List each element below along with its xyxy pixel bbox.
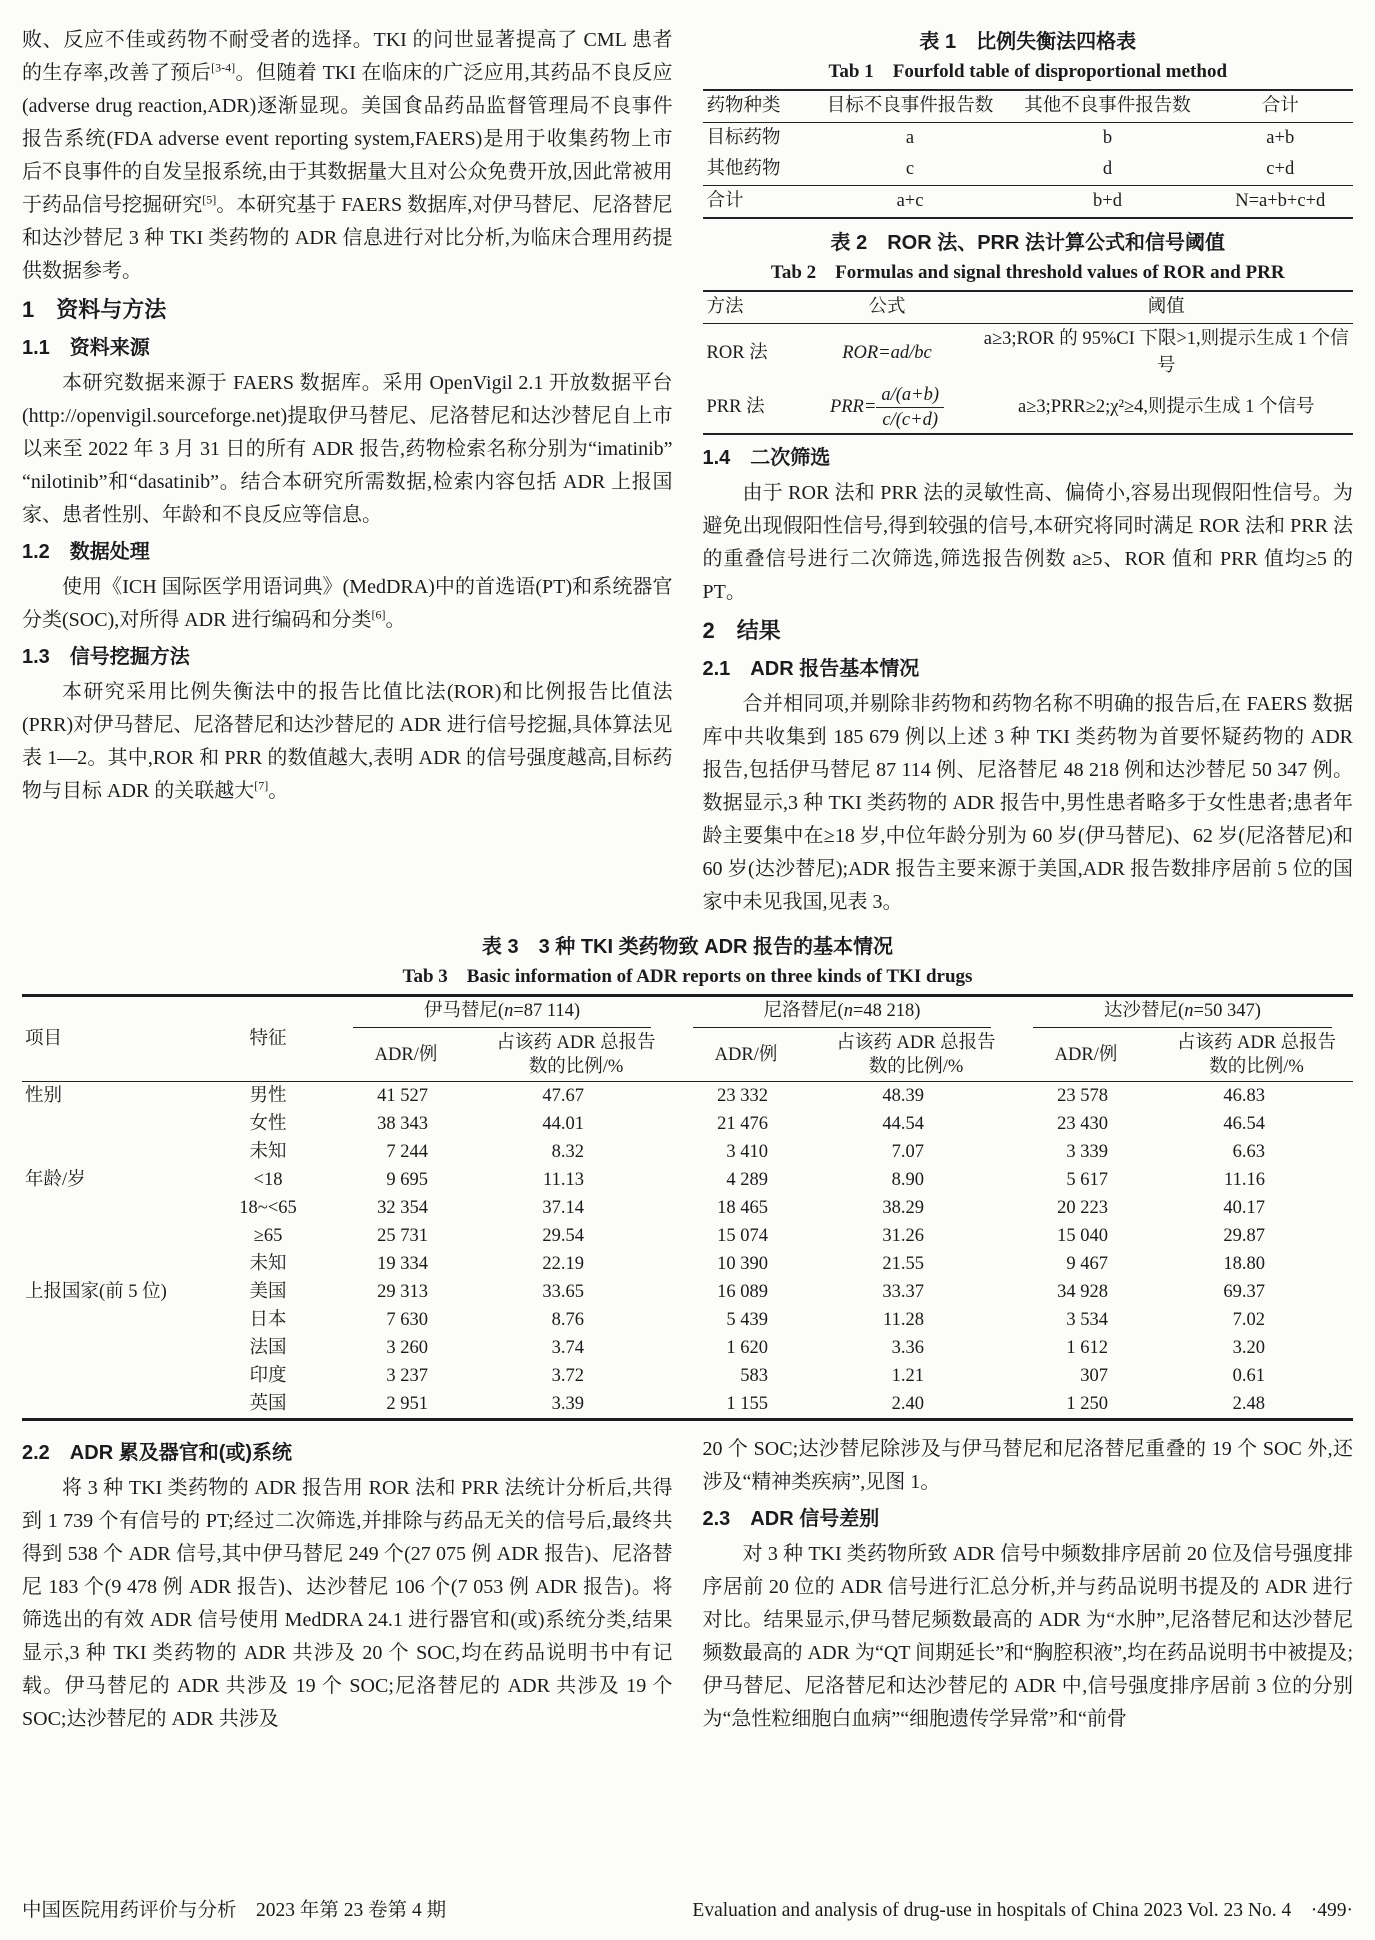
table1-header-target-ae: 目标不良事件报告数 bbox=[813, 90, 1008, 123]
prr-formula-lhs: PRR= bbox=[829, 396, 877, 417]
table-cell: 11.16 bbox=[1224, 1170, 1265, 1190]
table-cell: 33.65 bbox=[542, 1282, 584, 1302]
table-cell: 8.32 bbox=[551, 1142, 584, 1162]
footer-journal-zh: 中国医院用药评价与分析 2023 年第 23 卷第 4 期 bbox=[22, 1900, 447, 1921]
bottom-left-column bbox=[22, 1433, 673, 1736]
page-footer bbox=[22, 1888, 1353, 1926]
table-cell: 15 074 bbox=[717, 1226, 768, 1246]
table3-subheader-adr: ADR/例 bbox=[672, 1029, 820, 1082]
paragraph-1-2: 使用《ICH 国际医学用语词典》(MedDRA)中的首选语(PT)和系统器官分类(SOC),对所得 ADR 进行编码和分类[6]。 bbox=[22, 576, 673, 631]
section-heading-2-2: 2.2 ADR 累及器官和(或)系统 bbox=[22, 1442, 293, 1464]
table-cell: 4 289 bbox=[726, 1170, 768, 1190]
table-cell: 44.01 bbox=[542, 1114, 584, 1134]
prr-method: PRR 法 bbox=[706, 397, 765, 417]
table-cell: 46.54 bbox=[1223, 1114, 1265, 1134]
table2-header-formula: 公式 bbox=[795, 291, 980, 324]
table-row bbox=[22, 1334, 1353, 1362]
table-row bbox=[22, 1362, 1353, 1390]
table-cell: d bbox=[1102, 159, 1113, 179]
table-cell: <18 bbox=[253, 1170, 283, 1190]
bottom-columns bbox=[22, 1433, 1353, 1736]
table-cell: 1 612 bbox=[1066, 1338, 1108, 1358]
table-cell bbox=[22, 1390, 204, 1420]
table-cell bbox=[22, 1194, 204, 1222]
table-cell: 1 250 bbox=[1066, 1394, 1108, 1414]
table1-caption-zh: 表 1 比例失衡法四格表 bbox=[919, 31, 1137, 53]
table2-header-method: 方法 bbox=[703, 291, 795, 324]
table-cell: 1 155 bbox=[726, 1394, 768, 1414]
table-cell: 日本 bbox=[249, 1310, 287, 1330]
table-cell: 3 410 bbox=[726, 1142, 768, 1162]
table-cell: 2.48 bbox=[1232, 1394, 1265, 1414]
prr-fraction bbox=[876, 384, 944, 431]
table-cell: 3.39 bbox=[551, 1394, 584, 1414]
table-header-row bbox=[703, 90, 1354, 123]
table-cell: 32 354 bbox=[377, 1198, 428, 1218]
table-cell: 1 620 bbox=[726, 1338, 768, 1358]
table-cell bbox=[22, 1362, 204, 1390]
paragraph-2-1: 合并相同项,并剔除非药物和药物名称不明确的报告后,在 FAERS 数据库中共收集到 185 679 例以上述 3 种 TKI 类药物为首要怀疑药物的 ADR 报告,包括伊马替尼 87 114 例、尼洛替尼 48 218 例和达沙替尼 50 347 例。数据显示,3 种 TKI 类药物的 ADR 报告中,男性患者略多于女性患者;患者年龄主要集中在≥18 岁,中位年龄分别为 60 岁(伊马替尼)、62 岁(尼洛替尼)和 60 岁(达沙替尼);ADR 报告主要来源于美国,ADR 报告数排序居前 5 位的国家中未见我国,见表 3。 bbox=[702, 693, 1353, 913]
table-cell: 5 439 bbox=[726, 1310, 768, 1330]
table3-subheader-pct: 占该药 ADR 总报告数的比例/% bbox=[820, 1029, 1012, 1082]
table-cell: 年龄/岁 bbox=[25, 1170, 86, 1190]
table-cell: 3 339 bbox=[1066, 1142, 1108, 1162]
table3-group-nilotinib: 尼洛替尼(n=48 218) bbox=[672, 996, 1012, 1030]
table1-total-row bbox=[703, 186, 1354, 219]
table-cell: 38.29 bbox=[882, 1198, 924, 1218]
table-cell: 目标药物 bbox=[706, 128, 781, 148]
section-heading-1-1: 1.1 资料来源 bbox=[22, 337, 150, 359]
table2-prr-row bbox=[703, 382, 1354, 434]
prr-formula bbox=[795, 382, 980, 434]
table-cell: a bbox=[905, 128, 915, 148]
table-cell: 3.74 bbox=[551, 1338, 584, 1358]
table-cell: 23 332 bbox=[717, 1086, 768, 1106]
table-row bbox=[22, 1194, 1353, 1222]
table-cell: 38 343 bbox=[377, 1114, 428, 1134]
table-cell: 2 951 bbox=[386, 1394, 428, 1414]
table-cell: 7 244 bbox=[386, 1142, 428, 1162]
table3-caption-zh: 表 3 3 种 TKI 类药物致 ADR 报告的基本情况 bbox=[481, 936, 894, 958]
table-cell: 9 695 bbox=[386, 1170, 428, 1190]
intro-paragraph: 败、反应不佳或药物不耐受者的选择。TKI 的问世显著提高了 CML 患者的生存率,改善了预后[3-4]。但随着 TKI 在临床的广泛应用,其药品不良反应(adverse drug reaction,ADR)逐渐显现。美国食品药品监督管理局不良事件报告系统(FDA adverse event reporting system,FAERS)是用于收集药物上市后不良事件的自发呈报系统,由于其数据量大且对公众免费开放,因此常被用于药品信号挖掘研究[5]。本研究基于 FAERS 数据库,对伊马替尼、尼洛替尼和达沙替尼 3 种 TKI 类药物的 ADR 信息进行对比分析,为临床合理用药提供数据参考。 bbox=[22, 29, 673, 282]
table-row bbox=[22, 1222, 1353, 1250]
table-cell: 10 390 bbox=[717, 1254, 768, 1274]
table3-subheader-adr: ADR/例 bbox=[332, 1029, 480, 1082]
table-cell: 7.02 bbox=[1232, 1310, 1265, 1330]
section-heading-1-2: 1.2 数据处理 bbox=[22, 541, 150, 563]
table-row bbox=[703, 123, 1354, 155]
table-cell: 3 534 bbox=[1066, 1310, 1108, 1330]
table-cell: 女性 bbox=[249, 1114, 287, 1134]
citation-superscript: [7] bbox=[254, 778, 269, 793]
section-heading-1: 1 资料与方法 bbox=[22, 297, 167, 322]
table-cell: 2.40 bbox=[891, 1394, 924, 1414]
italic-variable: n bbox=[504, 1001, 514, 1021]
prr-threshold: a≥3;PRR≥2;χ²≥4,则提示生成 1 个信号 bbox=[1017, 397, 1315, 417]
table-cell: 16 089 bbox=[717, 1282, 768, 1302]
table-row bbox=[22, 1110, 1353, 1138]
paragraph-2-2-continued: 20 个 SOC;达沙替尼除涉及与伊马替尼和尼洛替尼重叠的 19 个 SOC 外,还涉及“精神类疾病”,见图 1。 bbox=[702, 1438, 1353, 1493]
left-column bbox=[22, 24, 673, 919]
section-heading-2: 2 结果 bbox=[702, 618, 781, 643]
footer-journal-en: Evaluation and analysis of drug-use in hospitals of China 2023 Vol. 23 No. 4 ·499· bbox=[692, 1900, 1353, 1921]
table-cell: 21.55 bbox=[882, 1254, 924, 1274]
table-cell: 性别 bbox=[25, 1086, 63, 1106]
citation-superscript: [3-4] bbox=[211, 60, 236, 75]
table-cell: 29 313 bbox=[377, 1282, 428, 1302]
table-cell: b+d bbox=[1008, 186, 1208, 219]
table3-col-item: 项目 bbox=[22, 996, 204, 1082]
table-cell: 合计 bbox=[703, 186, 813, 219]
table-cell: 40.17 bbox=[1223, 1198, 1265, 1218]
table-cell: 33.37 bbox=[882, 1282, 924, 1302]
table2-caption-zh: 表 2 ROR 法、PRR 法计算公式和信号阈值 bbox=[830, 232, 1225, 254]
table-row bbox=[22, 1138, 1353, 1166]
table-row bbox=[22, 1390, 1353, 1420]
section-heading-2-3: 2.3 ADR 信号差别 bbox=[702, 1508, 880, 1530]
table-cell: a+c bbox=[813, 186, 1008, 219]
table-cell: 3 260 bbox=[386, 1338, 428, 1358]
table3-col-feature: 特征 bbox=[204, 996, 332, 1082]
right-column bbox=[703, 24, 1354, 919]
table2-caption-en: Tab 2 Formulas and signal threshold values of ROR and PRR bbox=[770, 262, 1285, 283]
table3-group-header-row bbox=[22, 996, 1353, 1030]
table-cell: 69.37 bbox=[1223, 1282, 1265, 1302]
paragraph-1-1: 本研究数据来源于 FAERS 数据库。采用 OpenVigil 2.1 开放数据平台(http://openvigil.sourceforge.net)提取伊马替尼、尼洛替尼和达沙替尼自上市以来至 2022 年 3 月 31 日的所有 ADR 报告,药物检索名称分别为“imatinib”“nilotinib”和“dasatinib”。结合本研究所需数据,检索内容包括 ADR 上报国家、患者性别、年龄和不良反应等信息。 bbox=[22, 372, 673, 526]
table-cell: 法国 bbox=[249, 1338, 287, 1358]
table-cell: 9 467 bbox=[1066, 1254, 1108, 1274]
table-header-row bbox=[703, 291, 1354, 324]
table-cell: 7 630 bbox=[386, 1310, 428, 1330]
bottom-right-column bbox=[703, 1433, 1354, 1736]
table-cell: 8.90 bbox=[891, 1170, 924, 1190]
table-cell: 18~<65 bbox=[239, 1198, 297, 1218]
table-cell: 31.26 bbox=[882, 1226, 924, 1246]
section-heading-1-4: 1.4 二次筛选 bbox=[702, 447, 831, 469]
table3-group-dasatinib: 达沙替尼(n=50 347) bbox=[1012, 996, 1353, 1030]
paragraph-1-4: 由于 ROR 法和 PRR 法的灵敏性高、偏倚小,容易出现假阳性信号。为避免出现假阳性信号,得到较强的信号,本研究将同时满足 ROR 法和 PRR 法的重叠信号进行二次筛选,筛选报告例数 a≥5、ROR 值和 PRR 值均≥5 的 PT。 bbox=[702, 482, 1353, 603]
ror-formula: ROR=ad/bc bbox=[842, 342, 932, 363]
table-cell: 15 040 bbox=[1057, 1226, 1108, 1246]
top-columns bbox=[22, 24, 1353, 919]
table-cell bbox=[22, 1334, 204, 1362]
table-cell: 21 476 bbox=[717, 1114, 768, 1134]
table3-caption-en: Tab 3 Basic information of ADR reports on three kinds of TKI drugs bbox=[402, 966, 973, 987]
table-row bbox=[22, 1166, 1353, 1194]
table-cell: 48.39 bbox=[882, 1086, 924, 1106]
table-cell bbox=[22, 1306, 204, 1334]
table3-group-imatinib: 伊马替尼(n=87 114) bbox=[332, 996, 672, 1030]
table2-ror-row bbox=[703, 324, 1354, 383]
table-cell: N=a+b+c+d bbox=[1208, 186, 1354, 219]
table-cell bbox=[22, 1110, 204, 1138]
paragraph-1-3: 本研究采用比例失衡法中的报告比值比法(ROR)和比例报告比值法(PRR)对伊马替尼、尼洛替尼和达沙替尼的 ADR 进行信号挖掘,具体算法见表 1—2。其中,ROR 和 PRR 的数值越大,表明 ADR 的信号强度越高,目标药物与目标 ADR 的关联越大[7]。 bbox=[22, 681, 673, 802]
section-heading-2-1: 2.1 ADR 报告基本情况 bbox=[702, 658, 920, 680]
table-cell: 307 bbox=[1080, 1366, 1108, 1386]
italic-variable: n bbox=[843, 1001, 853, 1021]
table-cell: 3.36 bbox=[891, 1338, 924, 1358]
table-cell: 23 578 bbox=[1057, 1086, 1108, 1106]
table-cell: 22.19 bbox=[542, 1254, 584, 1274]
table-cell: 上报国家(前 5 位) bbox=[25, 1282, 167, 1302]
table-cell: 男性 bbox=[249, 1086, 287, 1106]
table-cell: 34 928 bbox=[1057, 1282, 1108, 1302]
table-cell: b bbox=[1102, 128, 1113, 148]
prr-numerator: a/(a+b) bbox=[876, 384, 944, 408]
table-cell: 3.20 bbox=[1232, 1338, 1265, 1358]
table-cell: 19 334 bbox=[377, 1254, 428, 1274]
table-cell: 11.13 bbox=[543, 1170, 584, 1190]
table-cell: 0.61 bbox=[1232, 1366, 1265, 1386]
table-cell bbox=[22, 1250, 204, 1278]
paragraph-2-2: 将 3 种 TKI 类药物的 ADR 报告用 ROR 法和 PRR 法统计分析后,共得到 1 739 个有信号的 PT;经过二次筛选,并排除与药品无关的信号后,最终共得到 538 个 ADR 信号,其中伊马替尼 249 个(27 075 例 ADR 报告)、尼洛替尼 183 个(9 478 例 ADR 报告)、达沙替尼 106 个(7 053 例 ADR 报告)。将筛选出的有效 ADR 信号使用 MedDRA 24.1 进行器官和(或)系统分类,结果显示,3 种 TKI 类药物的 ADR 共涉及 20 个 SOC,均在药品说明书中有记载。伊马替尼的 ADR 共涉及 19 个 SOC;尼洛替尼的 ADR 共涉及 19 个 SOC;达沙替尼的 ADR 共涉及 bbox=[22, 1477, 673, 1730]
italic-variable: n bbox=[1184, 1001, 1194, 1021]
table-cell: 1.21 bbox=[891, 1366, 924, 1386]
table-row bbox=[22, 1082, 1353, 1111]
table-row bbox=[22, 1250, 1353, 1278]
table-cell: 印度 bbox=[249, 1366, 287, 1386]
table-cell: 其他药物 bbox=[706, 159, 781, 179]
table1-header-drug-type: 药物种类 bbox=[703, 90, 813, 123]
table1-caption-en: Tab 1 Fourfold table of disproportional method bbox=[828, 61, 1228, 82]
table-cell bbox=[22, 1138, 204, 1166]
table-row bbox=[703, 154, 1354, 186]
table1-header-total: 合计 bbox=[1208, 90, 1354, 123]
table-cell: 3 237 bbox=[386, 1366, 428, 1386]
paragraph-2-3: 对 3 种 TKI 类药物所致 ADR 信号中频数排序居前 20 位及信号强度排序居前 20 位的 ADR 信号进行汇总分析,并与药品说明书提及的 ADR 进行对比。结果显示,伊马替尼频数最高的 ADR 为“水肿”,尼洛替尼和达沙替尼频数最高的 ADR 为“QT 间期延长”和“胸腔积液”,均在药品说明书中被提及;伊马替尼、尼洛替尼和达沙替尼的 ADR 中,信号强度排序居前 3 位的分别为“急性粒细胞白血病”“细胞遗传学异常”和“前骨 bbox=[702, 1543, 1353, 1730]
table3-subheader-pct: 占该药 ADR 总报告数的比例/% bbox=[480, 1029, 672, 1082]
table-cell: 46.83 bbox=[1223, 1086, 1265, 1106]
table-row bbox=[22, 1278, 1353, 1306]
table-cell: 7.07 bbox=[891, 1142, 924, 1162]
table-cell: 美国 bbox=[249, 1282, 287, 1302]
table-cell: 29.87 bbox=[1223, 1226, 1265, 1246]
table-cell: 25 731 bbox=[377, 1226, 428, 1246]
table1-body bbox=[703, 123, 1354, 186]
table-cell: a+b bbox=[1266, 128, 1295, 148]
table-3 bbox=[22, 994, 1353, 1421]
table-cell: 18 465 bbox=[717, 1198, 768, 1218]
table-row bbox=[22, 1306, 1353, 1334]
table-cell: 6.63 bbox=[1232, 1142, 1265, 1162]
table-cell: 未知 bbox=[249, 1142, 287, 1162]
table-cell: 英国 bbox=[249, 1394, 287, 1414]
ror-threshold: a≥3;ROR 的 95%CI 下限>1,则提示生成 1 个信号 bbox=[983, 329, 1349, 376]
table-cell: 23 430 bbox=[1057, 1114, 1108, 1134]
table-cell: 20 223 bbox=[1057, 1198, 1108, 1218]
table3-block bbox=[22, 929, 1353, 1421]
table3-subheader-adr: ADR/例 bbox=[1012, 1029, 1160, 1082]
table3-subheader-pct: 占该药 ADR 总报告数的比例/% bbox=[1160, 1029, 1353, 1082]
table-cell: 11.28 bbox=[883, 1310, 924, 1330]
table-cell: 41 527 bbox=[377, 1086, 428, 1106]
table-cell: c+d bbox=[1266, 159, 1295, 179]
table-cell bbox=[22, 1222, 204, 1250]
citation-superscript: [5] bbox=[202, 192, 217, 207]
table-cell: c bbox=[905, 159, 915, 179]
table-cell: 8.76 bbox=[551, 1310, 584, 1330]
prr-denominator: c/(c+d) bbox=[882, 410, 938, 430]
table-cell: 未知 bbox=[249, 1254, 287, 1274]
table-cell: 5 617 bbox=[1066, 1170, 1108, 1190]
table3-body bbox=[22, 1082, 1353, 1420]
table-cell: ≥65 bbox=[253, 1226, 283, 1246]
table-1 bbox=[703, 89, 1354, 219]
table-cell: 18.80 bbox=[1223, 1254, 1265, 1274]
table-cell: 3.72 bbox=[551, 1366, 584, 1386]
table-cell: 37.14 bbox=[542, 1198, 584, 1218]
table1-header-other-ae: 其他不良事件报告数 bbox=[1008, 90, 1208, 123]
table-2 bbox=[703, 290, 1354, 435]
table-cell: 47.67 bbox=[542, 1086, 584, 1106]
section-heading-1-3: 1.3 信号挖掘方法 bbox=[22, 646, 190, 668]
citation-superscript: [6] bbox=[371, 607, 386, 622]
table-cell: 583 bbox=[740, 1366, 768, 1386]
ror-method: ROR 法 bbox=[706, 342, 768, 363]
table-cell: 29.54 bbox=[542, 1226, 584, 1246]
table-cell: 44.54 bbox=[882, 1114, 924, 1134]
table2-header-threshold: 阈值 bbox=[980, 291, 1354, 324]
